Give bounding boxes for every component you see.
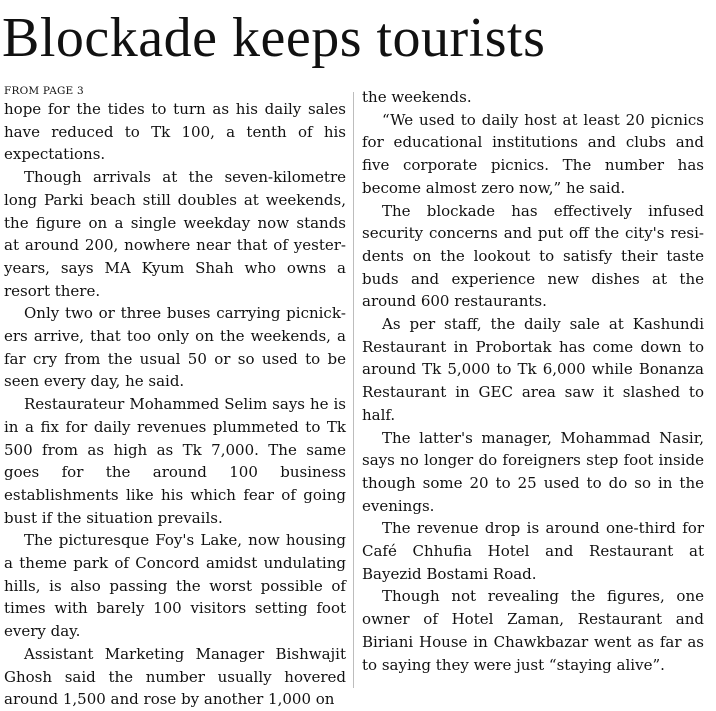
paragraph: “We used to daily host at least 20 picnics for educational institutions and clubs and five corporate picnics. The number has become almost zero now,” he said. — [362, 110, 704, 197]
paragraph: Though not revealing the figures, one owner of Hotel Zaman, Restaurant and Biriani House in Chawkbazar went as far as to saying they were just “staying alive”. — [362, 587, 704, 674]
column-divider — [353, 92, 354, 688]
paragraph: The picturesque Foy's Lake, now housing a theme park of Concord amidst undulating hills, is also passing the worst possible of times with barely 100 visitors setting foot every day. — [4, 531, 346, 641]
paragraph: The latter's manager, Mohammad Nasir, says no longer do foreigners step foot inside though some 20 to 25 used to do so in the evenings. — [362, 428, 704, 515]
paragraph: Only two or three buses carrying picnickers arrive, that too only on the weekends, a far cry from the usual 50 or so used to be seen every day, he said. — [4, 304, 346, 391]
right-column — [362, 86, 704, 676]
paragraph: Though arrivals at the seven-kilometre long Parki beach still doubles at weekends, the figure on a single weekday now stands at around 200, nowhere near that of yesteryears, says MA Kyum Shah who owns a resort there. — [4, 168, 346, 300]
paragraph: As per staff, the daily sale at Kashundi Restaurant in Probortak has come down to around Tk 5,000 to Tk 6,000 while Bonanza Restaurant in GEC area saw it slashed to half. — [362, 315, 704, 424]
paragraph: The blockade has effectively infused security concerns and put off the city's residents on the lookout to satisfy their taste buds and experience new dishes at the around 600 restaurants. — [362, 201, 704, 311]
from-page-label: FROM PAGE 3 — [4, 85, 84, 97]
headline: Blockade keeps tourists — [2, 7, 546, 69]
paragraph: hope for the tides to turn as his daily sales have reduced to Tk 100, a tenth of his expectations. — [4, 100, 346, 164]
left-column — [4, 86, 346, 711]
paragraph: Assistant Marketing Manager Bishwajit Ghosh said the number usually hovered around 1,500 and rose by another 1,000 on — [4, 644, 346, 709]
paragraph: the weekends. — [362, 88, 472, 106]
paragraph: The revenue drop is around one-third for Café Chhufia Hotel and Restaurant at Bayezid Bostami Road. — [362, 519, 704, 583]
paragraph: Restaurateur Mohammed Selim says he is in a fix for daily revenues plummeted to Tk 500 from as high as Tk 7,000. The same goes for the around 100 business establishments like his which fear of going bust if the situation prevails. — [4, 395, 346, 527]
